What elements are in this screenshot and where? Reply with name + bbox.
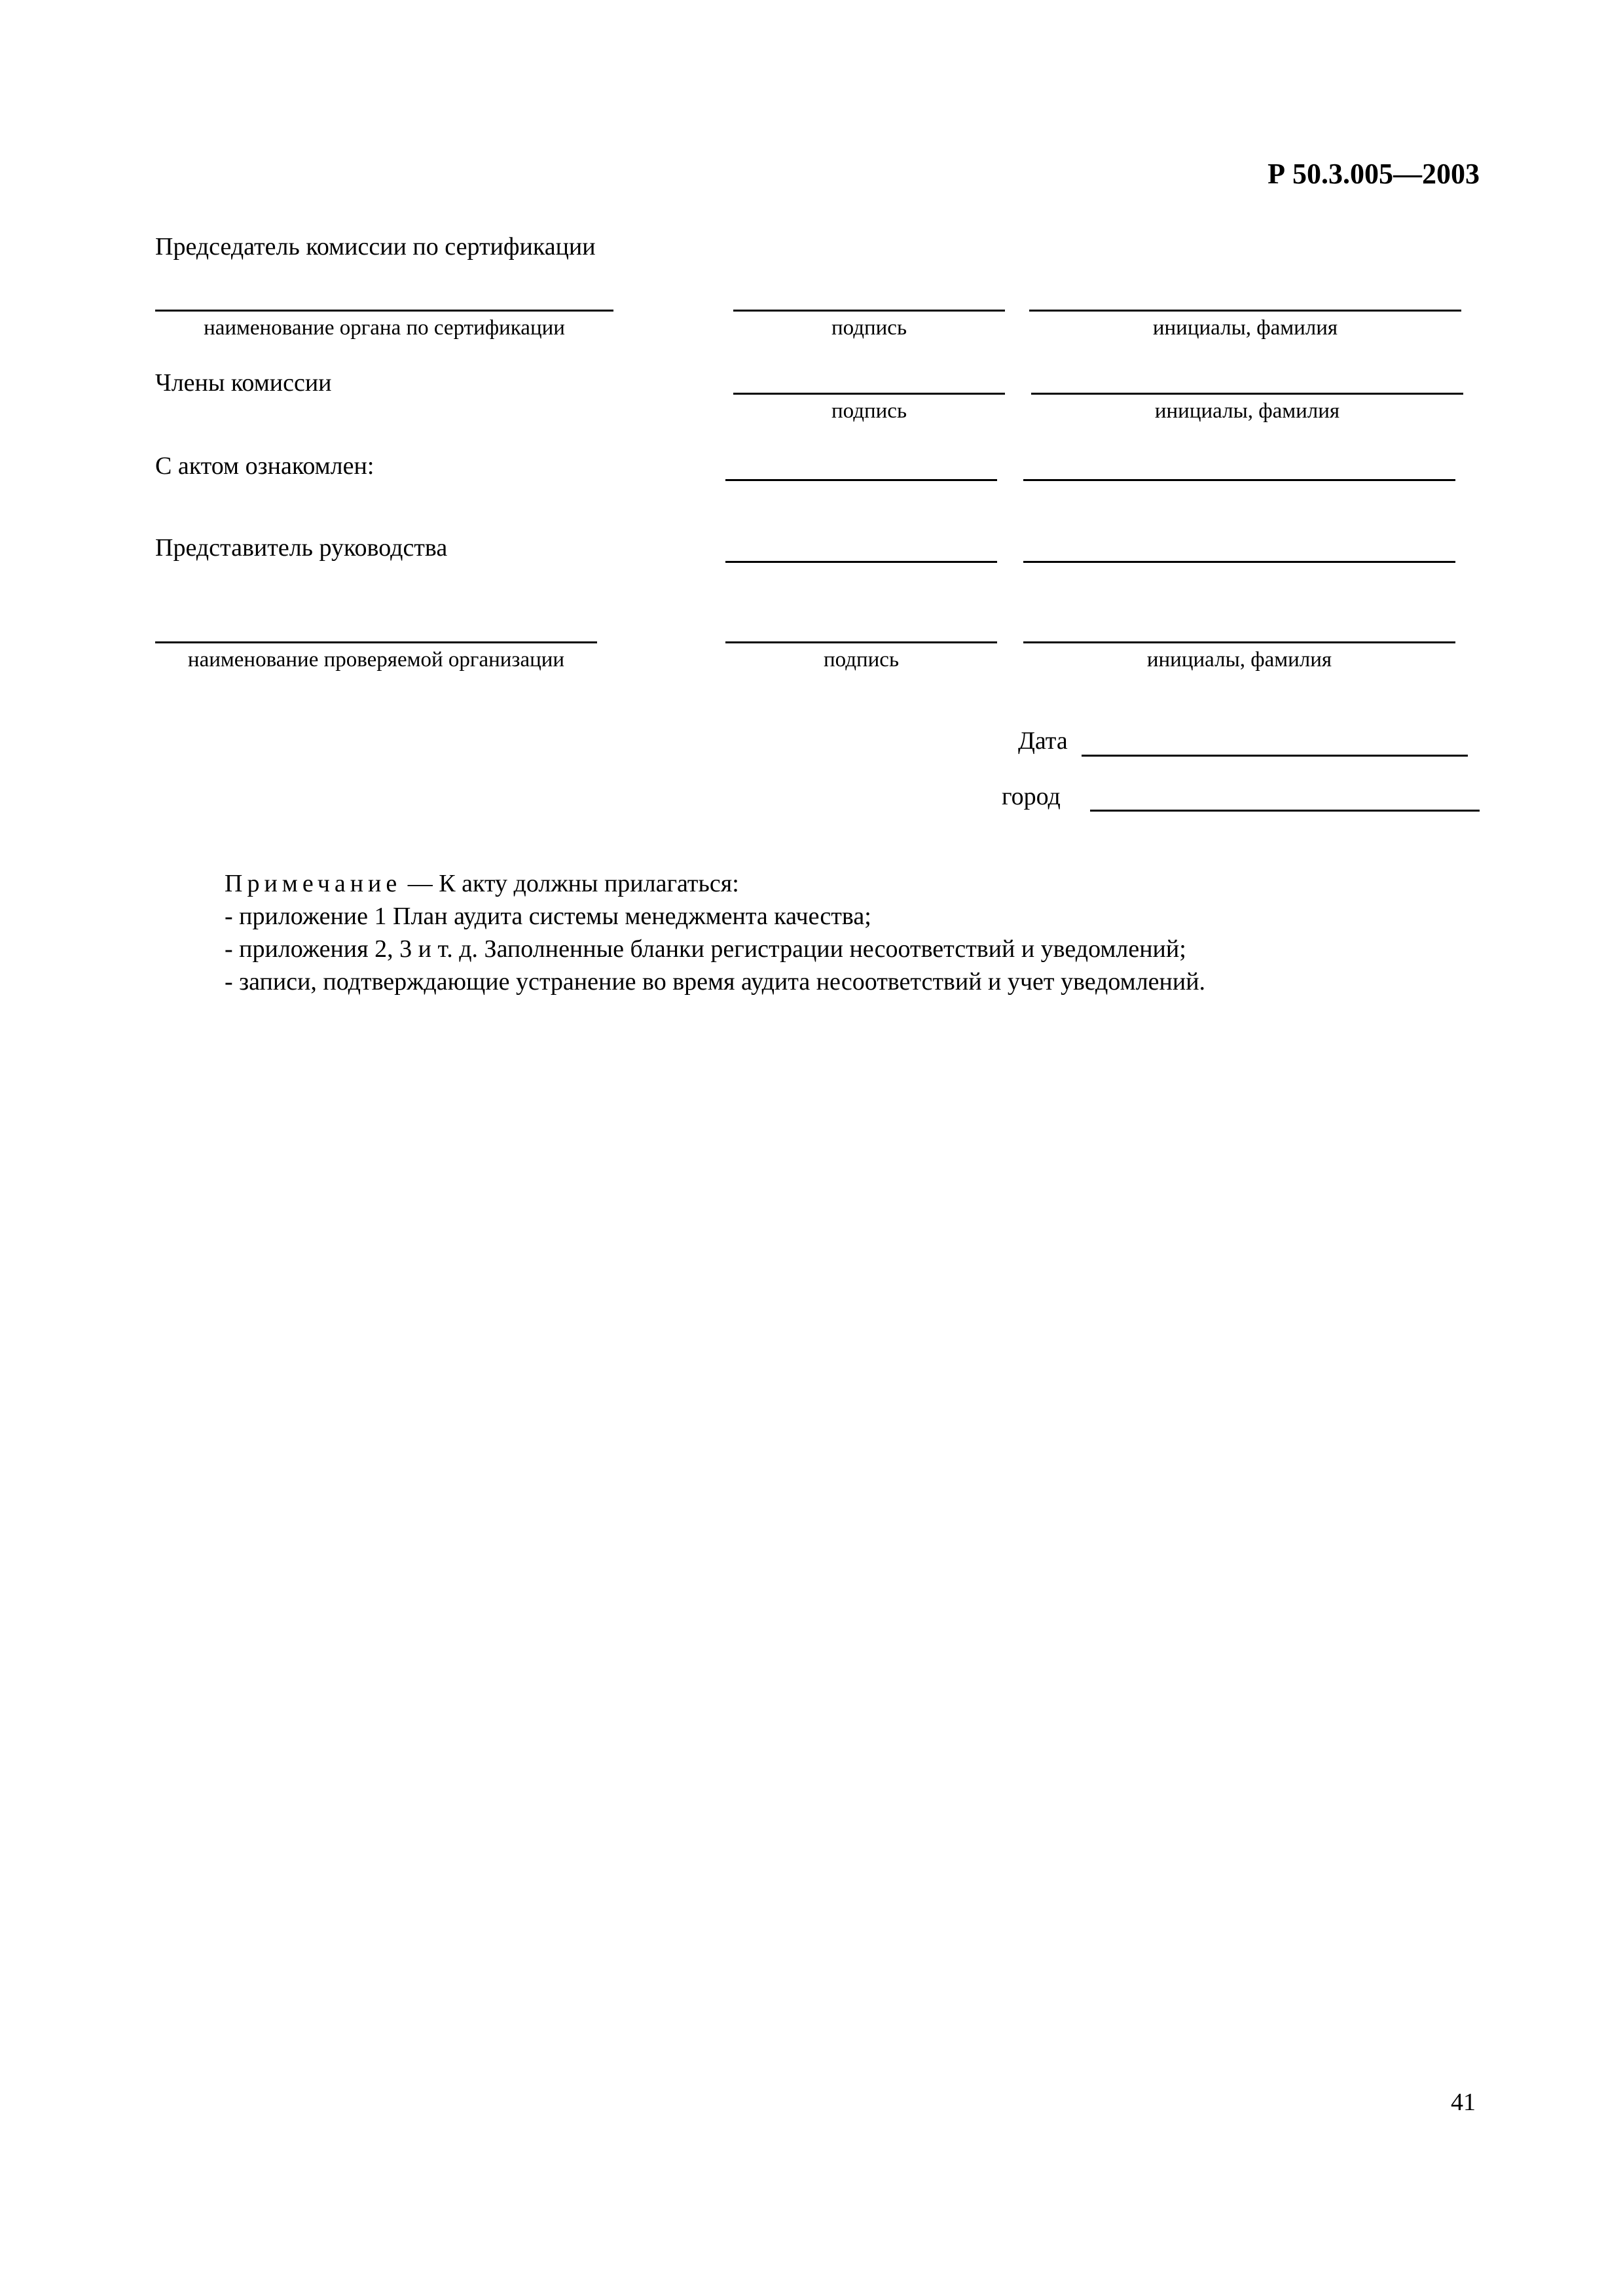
chairman-name-line[interactable] (1029, 310, 1461, 312)
city-line[interactable] (1090, 810, 1480, 812)
members-name-line[interactable] (1031, 393, 1463, 395)
management-rep-label: Представитель руководства (155, 534, 448, 562)
chairman-name-caption: инициалы, фамилия (1152, 316, 1338, 340)
management-rep-name-line[interactable] (1023, 641, 1455, 643)
note-item: - приложение 1 План аудита системы менеджмента качества; (225, 903, 871, 930)
chairman-org-line[interactable] (155, 310, 613, 312)
management-rep-signature-line[interactable] (725, 641, 997, 643)
document-code: Р 50.3.005—2003 (1267, 158, 1480, 190)
members-label: Члены комиссии (155, 369, 332, 397)
management-rep-line-1[interactable] (725, 561, 997, 563)
page-number: 41 (1451, 2089, 1476, 2116)
chairman-signature-line[interactable] (733, 310, 1005, 312)
acknowledged-name-line[interactable] (1023, 479, 1455, 481)
audited-org-line[interactable] (155, 641, 597, 643)
acknowledged-signature-line[interactable] (725, 479, 997, 481)
date-label: Дата (1018, 727, 1068, 755)
note-item: - записи, подтверждающие устранение во время аудита несоответствий и учет уведомлений. (225, 968, 1206, 996)
members-name-caption: инициалы, фамилия (1154, 399, 1340, 423)
note-dash-text: — К акту должны прилагаться: (401, 870, 739, 897)
chairman-signature-caption: подпись (831, 316, 907, 340)
date-line[interactable] (1082, 755, 1468, 757)
chairman-org-caption: наименование органа по сертификации (204, 316, 565, 340)
management-rep-name-caption: инициалы, фамилия (1146, 648, 1332, 672)
management-rep-line-2[interactable] (1023, 561, 1455, 563)
note-item: - приложения 2, 3 и т. д. Заполненные бланки регистрации несоответствий и уведомлений; (225, 935, 1186, 963)
note-prefix: Примечание (225, 870, 402, 897)
management-rep-signature-caption: подпись (823, 648, 900, 672)
city-label: город (1002, 783, 1061, 810)
audited-org-caption: наименование проверяемой организации (187, 648, 565, 672)
members-signature-caption: подпись (831, 399, 907, 423)
note-heading (225, 867, 739, 900)
members-signature-line[interactable] (733, 393, 1005, 395)
acknowledged-label: С актом ознакомлен: (155, 452, 374, 480)
chairman-label: Председатель комиссии по сертификации (155, 233, 596, 260)
